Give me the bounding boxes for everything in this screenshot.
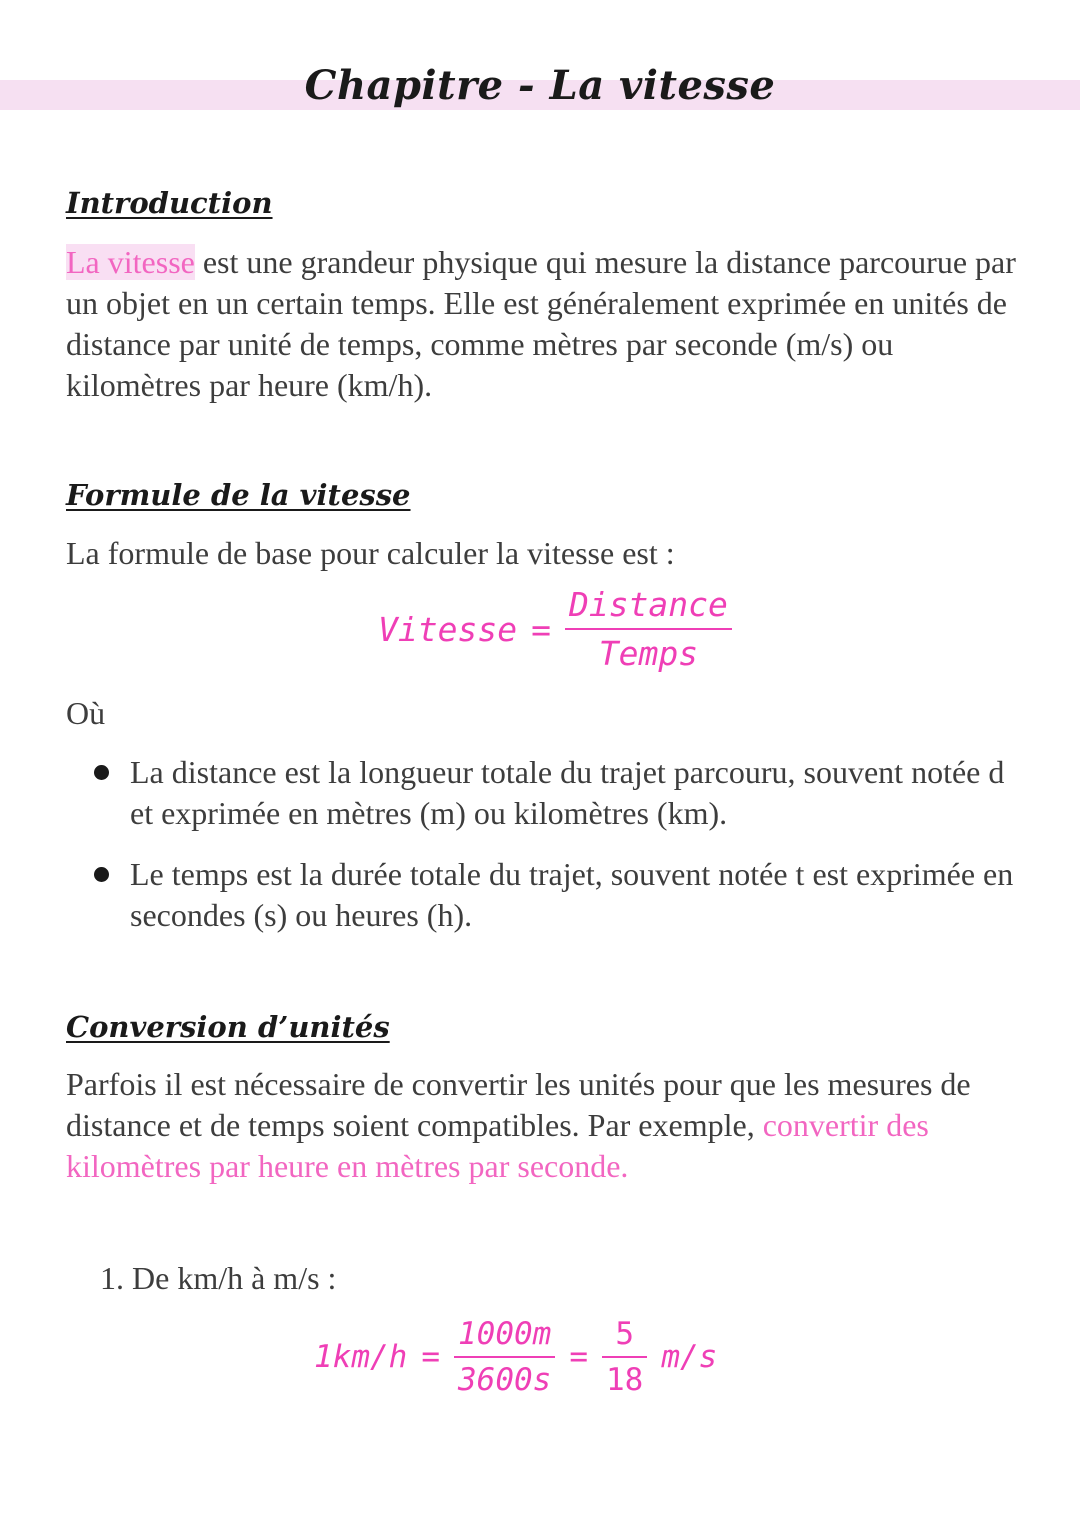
list-item: La distance est la longueur totale du trajet parcouru, souvent notée d et exprimée en mètres (m) ou kilomètres (km). [90, 752, 1020, 834]
introduction-text: est une grandeur physique qui mesure la distance parcourue par un objet en un certain temps. Elle est généralement exprimée en unités de distance par unité de temps, comme mètres par seconde (m/s) ou kilomètres par heure (km/h). [66, 244, 1016, 403]
conv-unit: m/s [661, 1339, 718, 1375]
formule-heading: Formule de la vitesse [66, 478, 411, 512]
bullet-icon [94, 765, 109, 780]
formula-denominator: Temps [598, 634, 699, 673]
definition-list [90, 752, 1020, 956]
page-title: Chapitre - La vitesse [304, 62, 776, 109]
conv-equals-2: = [569, 1339, 588, 1375]
conversion-item-1: 1. De km/h à m/s : [100, 1260, 337, 1296]
introduction-paragraph [66, 242, 1026, 406]
formule-intro: La formule de base pour calculer la vitesse est : [66, 535, 675, 571]
conv-fraction-1 [454, 1316, 555, 1398]
conv-num-1: 1000m [454, 1316, 555, 1358]
introduction-heading: Introduction [66, 186, 273, 220]
conv-den-2: 18 [606, 1362, 644, 1398]
conversion-paragraph [66, 1064, 1026, 1187]
conv-den-1: 3600s [458, 1362, 552, 1398]
bullet-icon [94, 867, 109, 882]
conv-equals: = [421, 1339, 440, 1375]
list-item: Le temps est la durée totale du trajet, souvent notée t est exprimée en secondes (s) ou heures (h). [90, 854, 1020, 936]
conversion-text: Parfois il est nécessaire de convertir les unités pour que les mesures de distance et de temps soient compatibles. Par exemple, [66, 1066, 971, 1143]
conv-fraction-2 [602, 1316, 647, 1398]
conversion-formula [314, 1316, 717, 1398]
formula-numerator: Distance [565, 585, 732, 630]
conversion-heading: Conversion d’unités [66, 1010, 390, 1044]
conv-num-2: 5 [602, 1316, 647, 1358]
formula-fraction [565, 585, 732, 673]
formula-equals: = [531, 609, 551, 649]
speed-formula [378, 585, 732, 673]
formula-lhs: Vitesse [378, 609, 518, 649]
ou-label: Où [66, 695, 106, 731]
vitesse-highlight: La vitesse [66, 244, 195, 280]
conversion-pink-text: convertir des kilomètres par heure en mètres par seconde. [66, 1107, 929, 1184]
conv-lhs: 1km/h [314, 1339, 408, 1375]
